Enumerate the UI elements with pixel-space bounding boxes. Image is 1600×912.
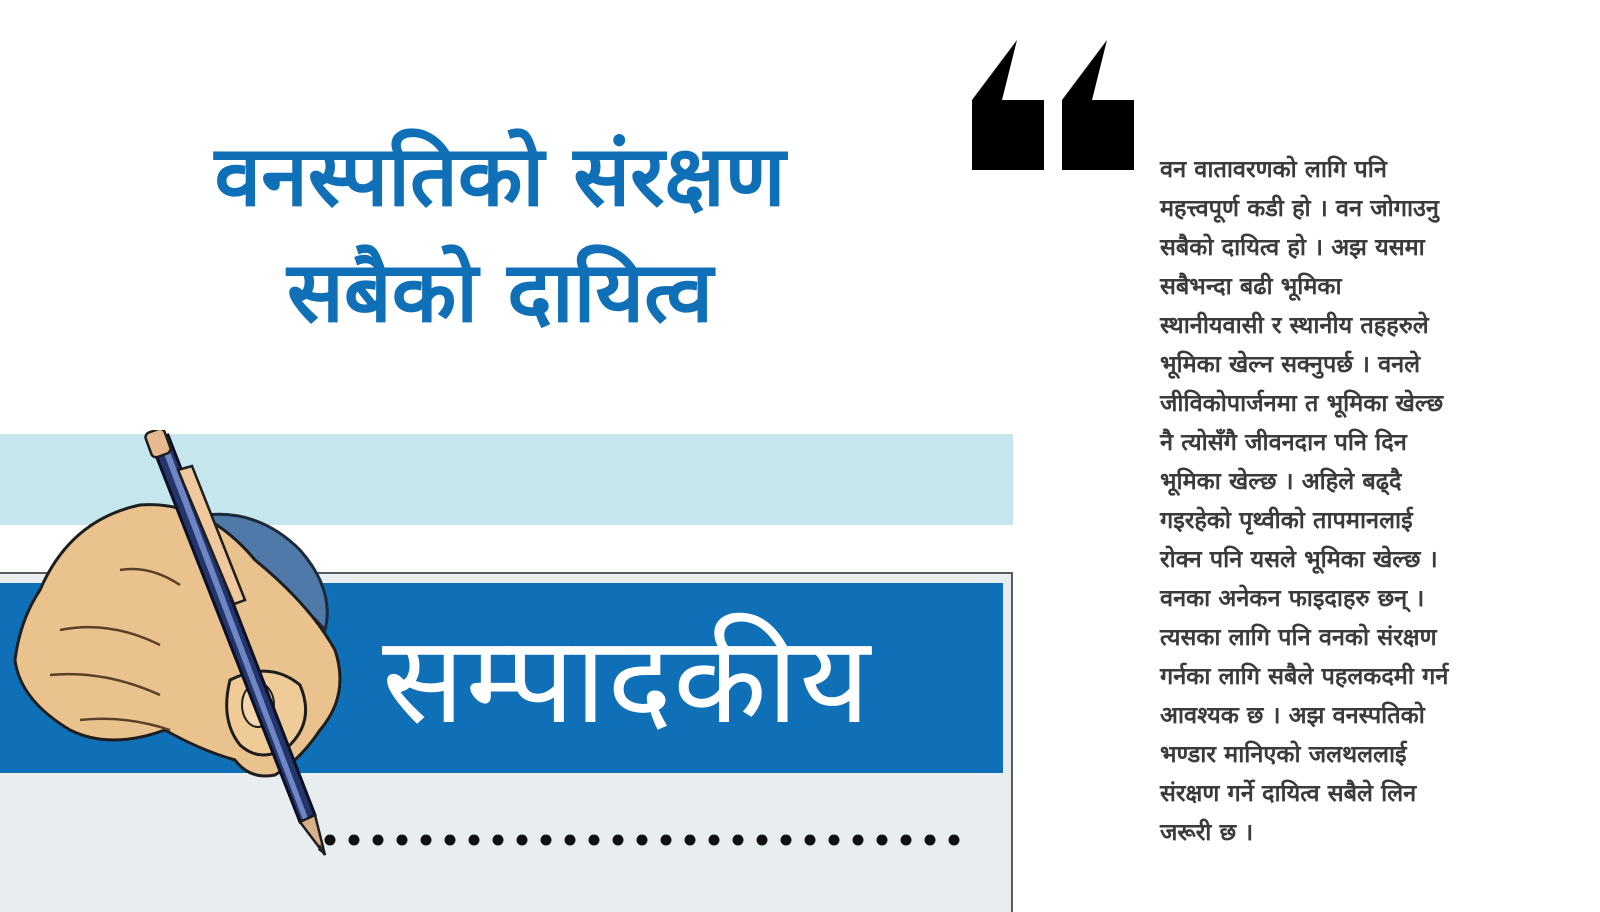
dotted-line [322, 832, 962, 848]
hand-writing-pencil-icon [0, 430, 360, 860]
editorial-label: सम्पादकीय [382, 609, 872, 751]
article-line: नै त्योसँगै जीवनदान पनि दिन [1160, 428, 1407, 456]
headline-line-1: वनस्पतिको संरक्षण [214, 127, 786, 225]
article-line: संरक्षण गर्ने दायित्व सबैले लिन [1160, 779, 1417, 807]
article-line: त्यसका लागि पनि वनको संरक्षण [1160, 623, 1437, 651]
article-line: भूमिका खेल्न सक्नुपर्छ । वनले [1160, 350, 1421, 378]
article-line: गइरहेको पृथ्वीको तापमानलाई [1160, 506, 1413, 534]
article-line: महत्त्वपूर्ण कडी हो । वन जोगाउनु [1160, 194, 1439, 222]
article-line: आवश्यक छ । अझ वनस्पतिको [1160, 701, 1425, 729]
article-line: जरूरी छ । [1160, 818, 1254, 846]
headline [60, 118, 940, 350]
article-line: रोक्न पनि यसले भूमिका खेल्छ । [1160, 545, 1438, 573]
article-line: वनका अनेकन फाइदाहरु छन् । [1160, 584, 1425, 612]
article-body [1160, 150, 1540, 852]
quote-mark-icon [972, 40, 1142, 180]
headline-line-2: सबैको दायित्व [286, 243, 714, 341]
article-line: सबैभन्दा बढी भूमिका [1160, 272, 1342, 300]
article-line: गर्नका लागि सबैले पहलकदमी गर्न [1160, 662, 1449, 690]
article-line: भण्डार मानिएको जलथललाई [1160, 740, 1407, 768]
article-line: भूमिका खेल्छ । अहिले बढ्दै [1160, 467, 1402, 495]
article-line: सबैको दायित्व हो । अझ यसमा [1160, 233, 1425, 261]
article-line: जीविकोपार्जनमा त भूमिका खेल्छ [1160, 389, 1444, 417]
article-line: वन वातावरणको लागि पनि [1160, 155, 1387, 183]
article-line: स्थानीयवासी र स्थानीय तहहरुले [1160, 311, 1429, 339]
